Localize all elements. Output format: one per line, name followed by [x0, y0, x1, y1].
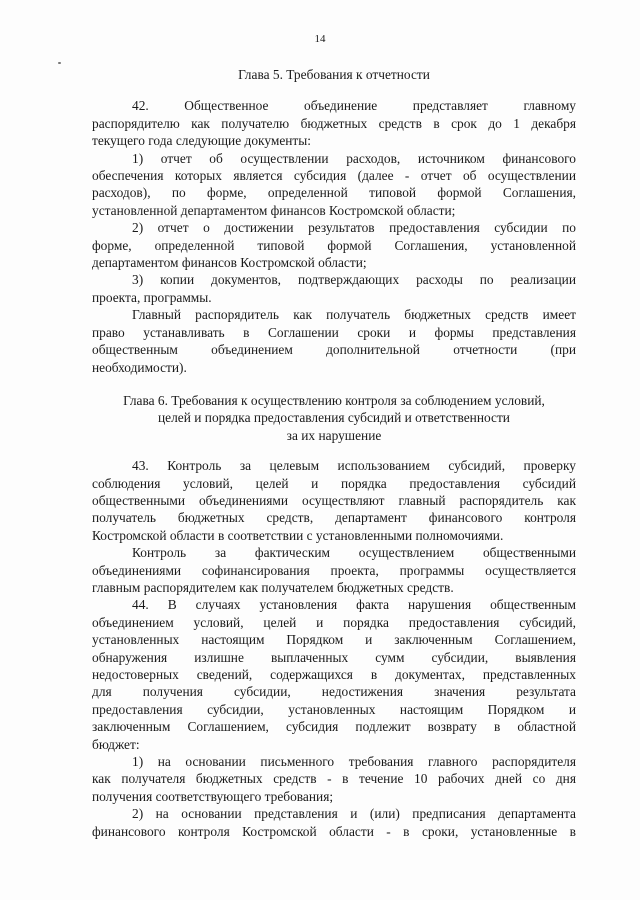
text-line: для получения субсидии, недостижения значения результата	[92, 684, 576, 700]
paragraph	[92, 219, 576, 271]
text-line: главным распорядителем как получателем бюджетных средств.	[92, 579, 454, 595]
text-line: общественными объединениями осуществляют главный распорядитель как	[92, 492, 576, 508]
text-line: распорядителю как получателю бюджетных средств в срок до 1 декабря	[92, 115, 576, 131]
text-line: департаментом финансов Костромской области;	[92, 255, 367, 271]
paragraph	[92, 97, 576, 149]
text-line: Главный распорядитель как получатель бюджетных средств имеет	[132, 307, 576, 323]
text-line: текущего года следующие документы:	[92, 133, 312, 149]
chapter-6-heading	[92, 392, 576, 444]
paragraph	[92, 753, 576, 805]
text-line: объединением условий, целей и порядка предоставления субсидий,	[92, 614, 576, 630]
text-line: Костромской области в соответствии с установленными полномочиями.	[92, 527, 504, 543]
text-line: установленной департаментом финансов Костромской области;	[92, 202, 456, 218]
text-line: установленных настоящим Порядком и заключенным Соглашением,	[92, 632, 576, 648]
text-line: обнаружения излишне выплаченных сумм субсидии, выявления	[92, 649, 576, 665]
chapter-5-heading: Глава 5. Требования к отчетности	[238, 67, 430, 82]
text-line: объединениями софинансирования проекта, программы осуществляется	[92, 562, 576, 578]
text-line: расходов), по форме, определенной типовой формой Соглашения,	[92, 185, 576, 201]
text-line: 1) на основании письменного требования главного распорядителя	[132, 754, 576, 770]
chapter-6-heading-line: целей и порядка предоставления субсидий и ответственности	[158, 410, 510, 426]
text-line: необходимости).	[92, 359, 187, 375]
paragraph	[92, 544, 576, 596]
text-line: обеспечения которых является субсидия (далее - отчет об осуществлении	[92, 168, 576, 184]
text-line: право устанавливать в Соглашении сроки и формы представления	[92, 324, 576, 340]
paragraph	[92, 271, 576, 306]
page-number: 14	[314, 33, 326, 45]
paragraph	[92, 805, 576, 840]
text-line: соблюдения условий, целей и порядка предоставления субсидий	[92, 475, 576, 491]
text-line: недостоверных сведений, содержащихся в документах, представленных	[92, 667, 576, 682]
text-line: 42. Общественное объединение представляет главному	[132, 98, 576, 114]
text-line: бюджет:	[92, 736, 140, 752]
text-line: 44. В случаях установления факта нарушения общественным	[132, 597, 576, 613]
text-line: заключенным Соглашением, субсидия подлежит возврату в областной	[92, 719, 576, 735]
chapter-6-heading-line: за их нарушение	[286, 427, 382, 443]
paragraph	[92, 150, 576, 220]
chapter-6-heading-line: Глава 6. Требования к осуществлению контроля за соблюдением условий,	[123, 392, 545, 408]
text-line: как получателя бюджетных средств - в течение 10 рабочих дней со дня	[92, 771, 576, 787]
scan-artifact	[58, 62, 61, 64]
text-line: 3) копии документов, подтверждающих расходы по реализации	[132, 272, 576, 288]
paragraph	[92, 306, 576, 376]
text-line: форме, определенной типовой формой Соглашения, установленной	[92, 237, 576, 253]
chapter-6-body	[92, 457, 576, 840]
chapter-5-body	[92, 97, 576, 376]
text-line: финансового контроля Костромской области - в сроки, установленные в	[92, 823, 576, 839]
text-line: 2) на основании представления и (или) предписания департамента	[132, 806, 576, 822]
text-line: общественным объединением дополнительной отчетности (при	[92, 342, 576, 358]
text-line: 2) отчет о достижении результатов предоставления субсидии по	[132, 220, 576, 236]
text-line: проекта, программы.	[92, 289, 212, 305]
text-line: получатель бюджетных средств, департамент финансового контроля	[92, 510, 576, 526]
paragraph	[92, 596, 576, 753]
text-line: получения соответствующего требования;	[92, 788, 334, 804]
document-body	[92, 62, 576, 840]
text-line: предоставления субсидии, установленных настоящим Порядком и	[92, 701, 576, 717]
text-line: 1) отчет об осуществлении расходов, источником финансового	[132, 150, 576, 166]
text-line: 43. Контроль за целевым использованием субсидий, проверку	[132, 458, 576, 474]
text-line: Контроль за фактическим осуществлением общественными	[132, 545, 576, 561]
paragraph	[92, 457, 576, 544]
